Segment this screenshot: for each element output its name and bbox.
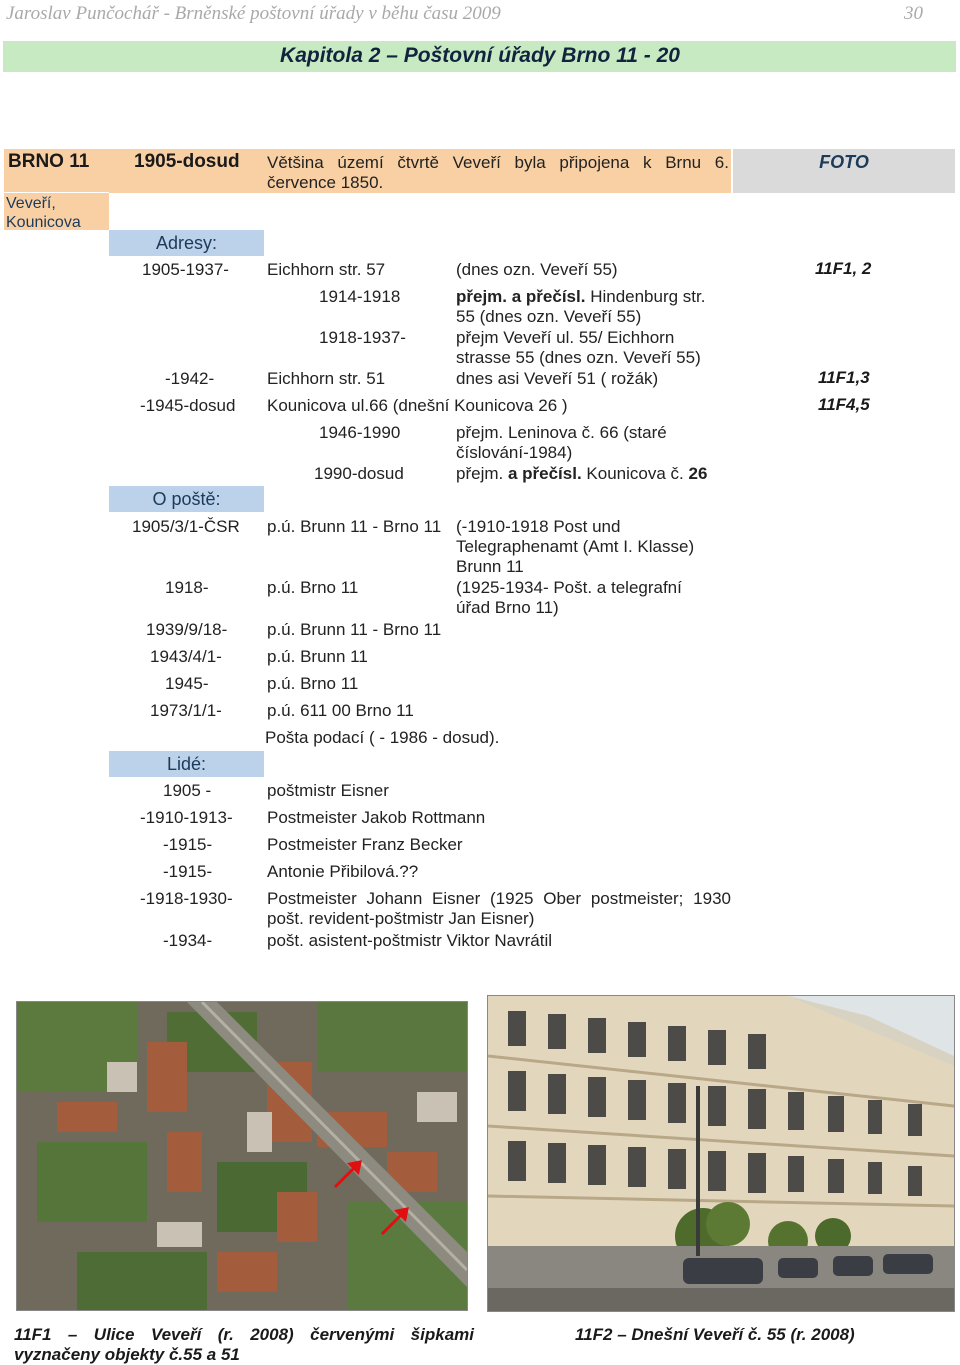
chapter-title: Kapitola 2 – Poštovní úřady Brno 11 - 20 [280, 44, 680, 67]
address-years: 1946-1990 [319, 423, 401, 442]
office-period: 1905-dosud [134, 151, 240, 172]
post-name: p.ú. Brno 11 [267, 674, 359, 693]
address-street: Eichhorn str. 51 [267, 369, 386, 388]
note-bold-number: 26 [688, 464, 708, 483]
post-note: (1925-1934- Pošt. a telegrafní úřad Brno 11) [456, 578, 682, 617]
running-header-title: Jaroslav Punčochář - Brněnské poštovní úřady v běhu času 2009 [6, 3, 501, 24]
address-years: 1905-1937- [142, 260, 229, 279]
post-name: p.ú. Brunn 11 - Brno 11 [267, 517, 442, 536]
post-date: 1918- [165, 578, 209, 597]
office-name: BRNO 11 [8, 151, 90, 172]
post-date: 1939/9/18- [146, 620, 228, 639]
person-name: Postmeister Franz Becker [267, 835, 463, 854]
address-note: dnes asi Veveří 51 ( rožák) [456, 369, 659, 388]
person-years: -1918-1930- [140, 889, 233, 908]
address-note [456, 464, 707, 484]
foto-ref: 11F1,3 [818, 368, 870, 387]
note-bold: přejm. a přečísl. [456, 287, 586, 306]
person-years: -1915- [163, 835, 213, 854]
section-people: Lidé: [109, 751, 264, 777]
address-street: Kounicova ul.66 (dnešní Kounicova 26 ) [267, 396, 568, 415]
post-name: p.ú. Brunn 11 - Brno 11 [267, 620, 442, 639]
person-name: poštmistr Eisner [267, 781, 389, 800]
aerial-image [17, 1002, 467, 1310]
band-separator [4, 192, 109, 193]
note-text: Hindenburg str. 55 (dnes ozn. Veveří 55) [456, 287, 706, 326]
foto-ref: 11F1, 2 [815, 259, 872, 278]
page-number: 30 [904, 3, 923, 24]
post-note-general: Pošta podací ( - 1986 - dosud). [265, 728, 500, 747]
post-name: p.ú. Brunn 11 [267, 647, 368, 666]
office-location: Veveří, Kounicova [6, 195, 81, 231]
address-note [456, 287, 726, 327]
post-date: 1945- [165, 674, 209, 693]
photo-street [487, 995, 955, 1312]
person-years: -1915- [163, 862, 213, 881]
office-intro: Většina území čtvrtě Veveří byla připojena k Brnu 6. července 1850. [267, 153, 729, 192]
address-note: přejm Veveří ul. 55/ Eichhorn strasse 55 (dnes ozn. Veveří 55) [456, 328, 701, 367]
photo1-caption: 11F1 – Ulice Veveří (r. 2008) červenými šipkami vyznačeny objekty č.55 a 51 [14, 1325, 474, 1364]
note-bold: a přečísl. [507, 464, 582, 483]
person-years: -1910-1913- [140, 808, 233, 827]
person-name: Postmeister Johann Eisner (1925 Ober postmeister; 1930 pošt. revident-poštmistr Jan Eisner) [267, 889, 731, 928]
note-prefix: přejm. [456, 464, 504, 483]
person-years: -1934- [163, 931, 213, 950]
photo-aerial [16, 1001, 468, 1311]
address-years: -1945-dosud [140, 396, 236, 415]
foto-label: FOTO [819, 152, 869, 172]
section-post: O poště: [109, 486, 264, 512]
address-years: 1918-1937- [319, 328, 406, 347]
address-years: 1990-dosud [314, 464, 404, 483]
address-years: 1914-1918 [319, 287, 401, 306]
address-street: Eichhorn str. 57 [267, 260, 386, 279]
note-text: Kounicova č. [586, 464, 684, 483]
address-note: (dnes ozn. Veveří 55) [456, 260, 618, 279]
post-name: p.ú. Brno 11 [267, 578, 359, 597]
post-date: 1973/1/1- [150, 701, 222, 720]
address-years: -1942- [165, 369, 215, 388]
street-image [488, 996, 954, 1311]
photo2-caption: 11F2 – Dnešní Veveří č. 55 (r. 2008) [575, 1325, 855, 1344]
post-name: p.ú. 611 00 Brno 11 [267, 701, 414, 720]
address-note: přejm. Leninova č. 66 (staré číslování-1984) [456, 423, 667, 462]
section-addresses: Adresy: [109, 230, 264, 256]
person-name: Postmeister Jakob Rottmann [267, 808, 486, 827]
person-name: pošt. asistent-poštmistr Viktor Navrátil [267, 931, 552, 950]
person-years: 1905 - [163, 781, 212, 800]
post-note: (-1910-1918 Post und Telegraphenamt (Amt I. Klasse) Brunn 11 [456, 517, 695, 576]
foto-ref: 11F4,5 [818, 395, 870, 414]
post-date: 1943/4/1- [150, 647, 222, 666]
post-date: 1905/3/1-ČSR [132, 517, 240, 536]
person-name: Antonie Přibilová.?? [267, 862, 419, 881]
